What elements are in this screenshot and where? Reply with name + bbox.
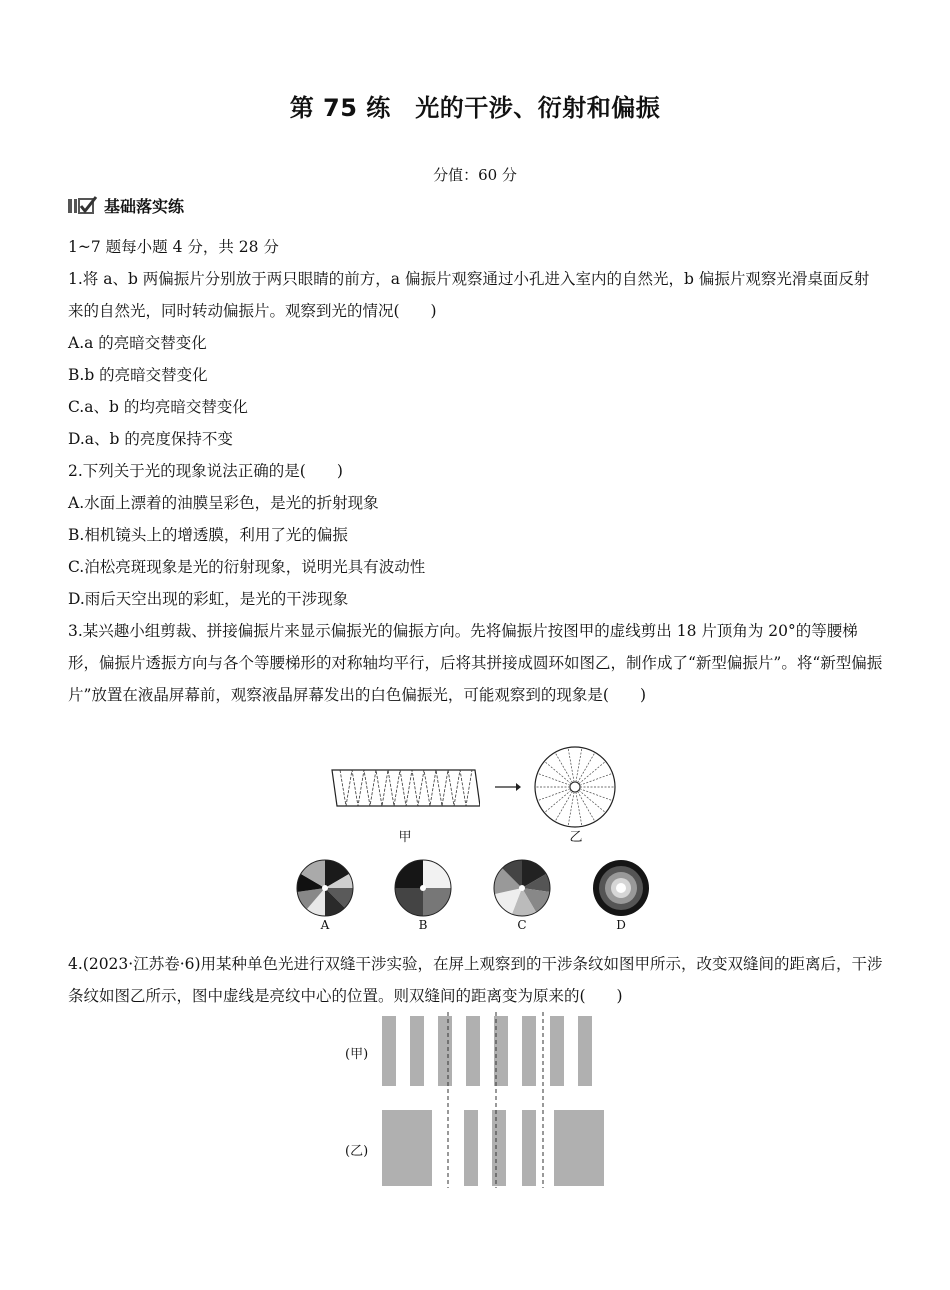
arrow-right-icon	[495, 781, 521, 793]
choice-c-label: C	[517, 918, 527, 932]
question-4-stem: 4.(2023·江苏卷·6)用某种单色光进行双缝干涉实验，在屏上观察到的干涉条纹如图甲所示，改变双缝间的距离后，干涉条纹如图乙所示，图中虚线是亮纹中心的位置。则双缝间的距离变为原来的( )	[68, 955, 883, 1005]
disk-spoke	[576, 748, 582, 782]
figure-jia-label: 甲	[398, 830, 412, 845]
fringe-pattern-jia	[380, 1016, 606, 1086]
fringe-jia-label: (甲)	[345, 1047, 369, 1062]
section-label: 基础落实练	[104, 197, 185, 216]
disk-spoke	[579, 761, 606, 783]
page-title: 第 75 练 光的干涉、衍射和偏振	[289, 94, 661, 122]
question-2-stem: 2.下列关于光的现象说法正确的是( )	[68, 462, 343, 480]
disk-spoke	[576, 792, 582, 826]
instruction-text: 1~7 题每小题 4 分，共 28 分	[68, 238, 279, 256]
q2-option-b: B.相机镜头上的增透膜，利用了光的偏振	[68, 526, 348, 544]
choice-a-disk	[295, 858, 359, 920]
choice-b-disk	[393, 858, 457, 920]
q2-option-c: C.泊松亮斑现象是光的衍射现象，说明光具有波动性	[68, 558, 426, 576]
figure-yi-label: 乙	[569, 830, 583, 845]
disk-spoke	[579, 790, 606, 812]
disk-spoke	[568, 792, 574, 826]
choice-b-label: B	[418, 918, 428, 932]
q1-option-b: B.b 的亮暗交替变化	[68, 366, 208, 384]
figure-yi-disk	[533, 745, 617, 829]
choice-d-disk	[591, 858, 655, 920]
q2-option-d: D.雨后天空出现的彩虹，是光的干涉现象	[68, 590, 349, 608]
score-text: 分值：60 分	[433, 166, 517, 184]
fringe-pattern-yi	[380, 1110, 606, 1186]
disk-spoke	[544, 790, 571, 812]
choice-c-disk	[492, 858, 556, 920]
q1-option-a: A.a 的亮暗交替变化	[68, 334, 207, 352]
figure-jia-strip	[330, 768, 480, 810]
fringe-yi-label: (乙)	[345, 1144, 369, 1159]
question-1-stem: 1.将 a、b 两偏振片分别放于两只眼睛的前方，a 偏振片观察通过小孔进入室内的自然光，b 偏振片观察光滑桌面反射来的自然光，同时转动偏振片。观察到光的情况( )	[68, 270, 870, 320]
section-header	[68, 194, 184, 217]
q1-option-d: D.a、b 的亮度保持不变	[68, 430, 233, 448]
choice-d-label: D	[616, 918, 626, 932]
q1-option-c: C.a、b 的均亮暗交替变化	[68, 398, 248, 416]
checkmark-box-icon	[68, 196, 98, 216]
q2-option-a: A.水面上漂着的油膜呈彩色，是光的折射现象	[68, 494, 379, 512]
disk-spoke	[544, 761, 571, 783]
interference-fringes-figure	[380, 1012, 606, 1188]
question-3-stem: 3.某兴趣小组剪裁、拼接偏振片来显示偏振光的偏振方向。先将偏振片按图甲的虚线剪出 18 片顶角为 20°的等腰梯形，偏振片透振方向与各个等腰梯形的对称轴均平行，后将其拼接成圆环如图乙，制作成了“新型偏振片”。将“新型偏振片”放置在液晶屏幕前，观察液晶屏幕发出的白色偏振光，可能观察到的现象是( )	[68, 622, 883, 704]
disk-spoke	[568, 748, 574, 782]
choice-a-label: A	[320, 918, 330, 932]
